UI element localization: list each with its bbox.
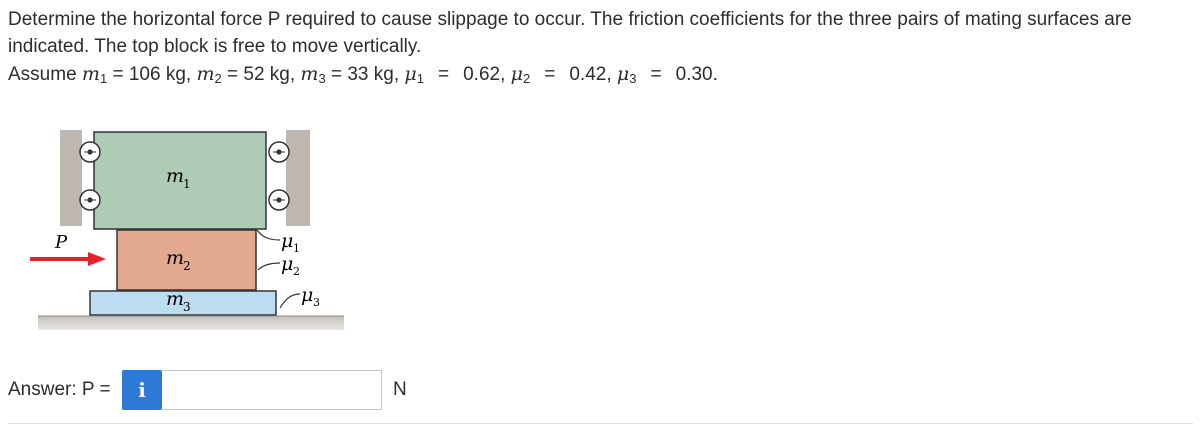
divider: [8, 423, 1193, 424]
m1-symbol: m: [81, 63, 100, 85]
m1-label: m: [166, 165, 185, 187]
mu1-label: μ: [281, 230, 294, 252]
mu1-subscript: 1: [416, 71, 424, 86]
m3-symbol: m: [300, 63, 319, 85]
mu2-symbol: μ: [510, 63, 523, 85]
friction-diagram: [30, 120, 360, 340]
mu1-symbol: μ: [404, 63, 417, 85]
roller-icon: [269, 142, 289, 162]
answer-row: [8, 370, 428, 410]
force-arrow: [30, 252, 106, 266]
mu1-label-sub: 1: [293, 242, 300, 255]
unit-label: N: [393, 379, 407, 400]
mu1-value: 0.62,: [463, 64, 511, 85]
diagram-svg: [30, 120, 360, 340]
problem-statement: [8, 6, 1193, 60]
mu2-leader: [258, 263, 280, 270]
mu1-leader: [257, 230, 280, 240]
problem-text: Determine the horizontal force P required to cause slippage to occur. The friction coefficients for the three pairs of mating surfaces are indicated. The top block is free to move vertically.: [8, 9, 1132, 57]
mu2-subscript: 2: [523, 71, 531, 86]
m2-subscript: 2: [214, 71, 222, 86]
mu3-symbol: μ: [616, 63, 630, 85]
mu2-value: 0.42,: [569, 64, 617, 85]
m1-subscript: 1: [99, 71, 108, 86]
mu3-label: μ: [301, 284, 314, 306]
m1-value: = 106 kg,: [107, 64, 197, 85]
mu3-equals: =: [650, 64, 662, 85]
mu3-value: 0.30.: [675, 64, 718, 85]
assume-prefix: Assume: [8, 64, 82, 85]
mu2-label: μ: [281, 253, 294, 275]
answer-input[interactable]: [162, 370, 382, 410]
m3-label-sub: 3: [183, 300, 191, 314]
m2-label-sub: 2: [183, 259, 191, 273]
m3-subscript: 3: [318, 71, 326, 86]
roller-icon: [80, 142, 100, 162]
m2-symbol: m: [196, 63, 215, 85]
roller-icon: [80, 190, 100, 210]
mu3-subscript: 3: [629, 71, 637, 86]
m1-label-sub: 1: [183, 177, 191, 191]
right-wall: [286, 130, 310, 226]
roller-icon: [269, 190, 289, 210]
given-values: [8, 61, 718, 92]
ground: [38, 316, 344, 330]
force-label: P: [55, 232, 68, 253]
info-icon-glyph: i: [138, 378, 146, 402]
mu1-equals: =: [437, 64, 450, 85]
m2-value: = 52 kg,: [221, 64, 301, 85]
mu3-label-sub: 3: [313, 296, 320, 309]
info-icon[interactable]: [122, 370, 162, 410]
m3-label: m: [166, 288, 185, 310]
answer-label: Answer: P =: [8, 379, 111, 400]
mu2-equals: =: [544, 64, 556, 85]
m2-label: m: [166, 247, 185, 269]
m3-value: = 33 kg,: [325, 64, 405, 85]
mu3-leader: [280, 294, 300, 308]
left-wall: [60, 130, 82, 226]
mu2-label-sub: 2: [293, 265, 300, 278]
